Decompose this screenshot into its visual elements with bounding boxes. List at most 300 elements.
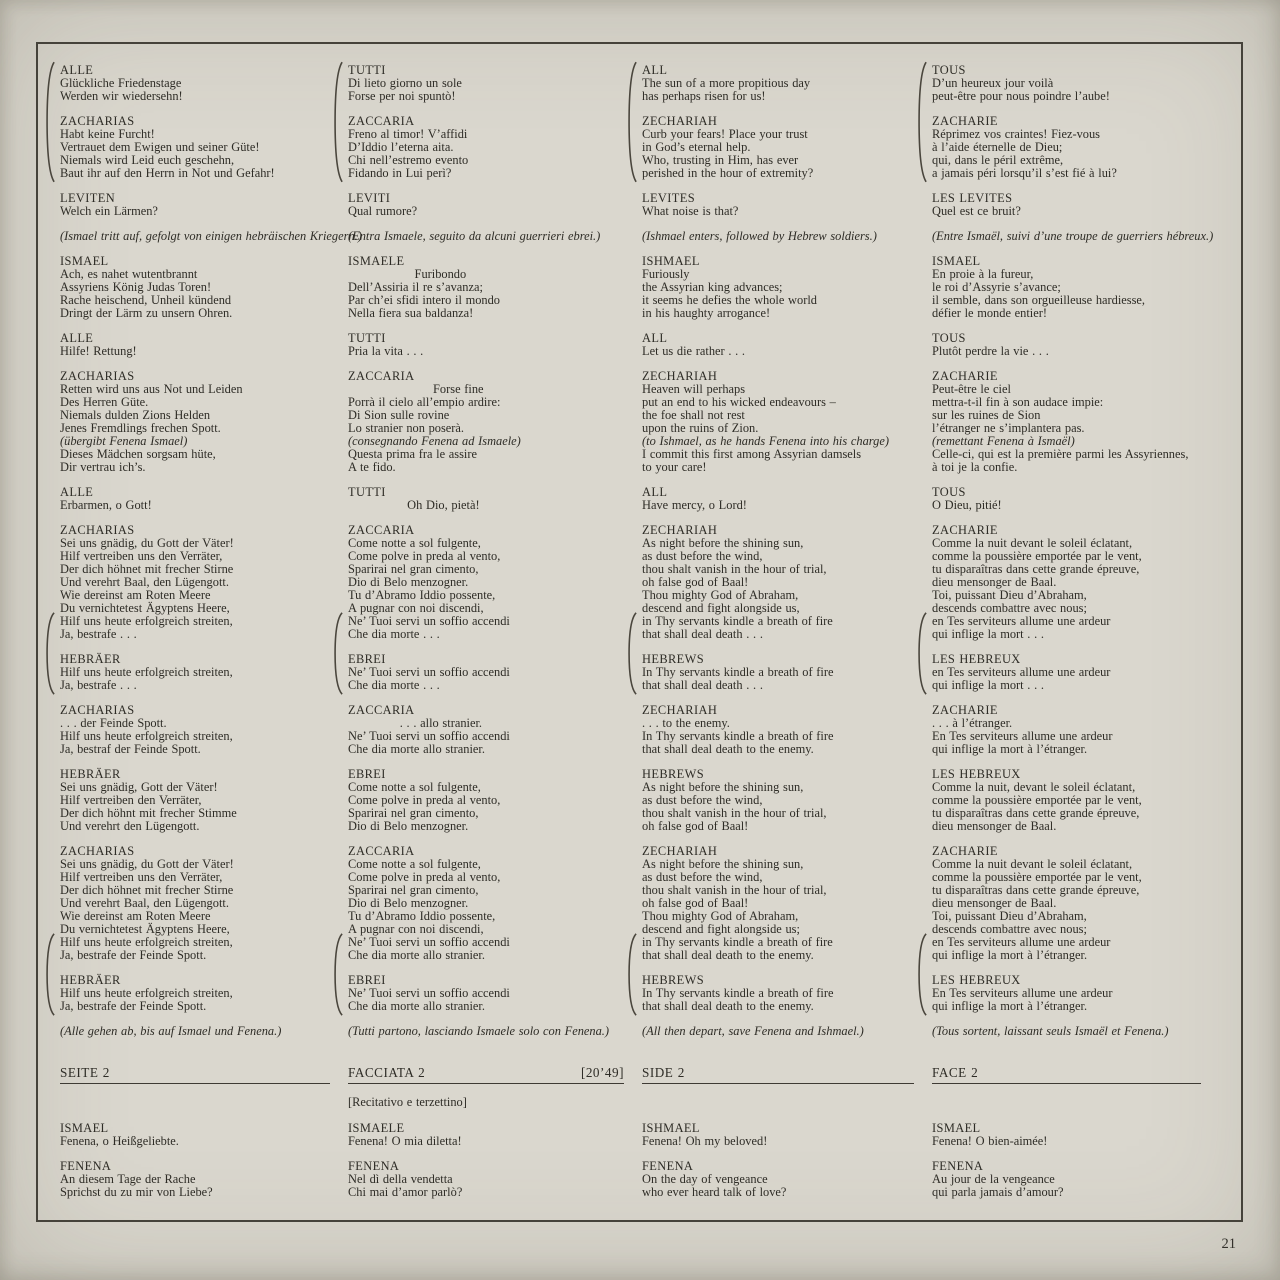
lyric-line: . . . der Feinde Spott.: [60, 716, 167, 730]
lyric-line: Heaven will perhaps: [642, 382, 746, 396]
lyric-line: Celle-ci, qui est la première parmi les Assyriennes,: [932, 447, 1189, 461]
lyric-line: dieu mensonger de Baal.: [932, 575, 1057, 589]
lyric-line: qui inflige la mort à l’étranger.: [932, 948, 1088, 962]
text-block: [348, 936, 624, 962]
lyric-line: mettra-t-il fin à son audace impie:: [932, 395, 1104, 409]
lyric-line: . . . allo stranier.: [348, 716, 482, 730]
lyric-line: Habt keine Furcht!: [60, 127, 155, 141]
libretto-column-german: [60, 63, 362, 1220]
lyric-line: en Tes serviteurs allume une ardeur: [932, 935, 1111, 949]
stage-direction: (Tutti partono, lasciando Ismaele solo con Fenena.): [348, 1024, 610, 1038]
speaker-name: ZACHARIAS: [60, 523, 135, 537]
speaker-name: ZECHARIAH: [642, 703, 718, 717]
passage-group: [60, 486, 330, 512]
lyric-line: a jamais péri lorsqu’il s’est fié à lui?: [932, 166, 1117, 180]
bracketed-passage: [642, 615, 914, 692]
bracketed-passage: [642, 936, 914, 1013]
speech-block: [60, 1122, 330, 1148]
lyric-line: Sei uns gnädig, du Gott der Väter!: [60, 536, 234, 550]
lyric-line: Rache heischend, Unheil kündend: [60, 293, 232, 307]
speech-block: [348, 255, 624, 320]
text-block: [348, 1025, 624, 1038]
speaker-name: TUTTI: [348, 331, 386, 345]
ensemble-bracket-icon: [918, 933, 927, 1016]
speech-block: [642, 332, 914, 358]
lyric-line: Comme la nuit devant le soleil éclatant,: [932, 536, 1133, 550]
lyric-line: As night before the shining sun,: [642, 780, 804, 794]
speech-block: [348, 370, 624, 474]
lyric-line: the Assyrian king advances;: [642, 280, 783, 294]
lyric-line: Curb your fears! Place your trust: [642, 127, 808, 141]
text-block: [932, 1025, 1201, 1038]
passage-group: [642, 524, 914, 615]
ensemble-bracket-icon: [46, 933, 55, 1016]
speech-block: [60, 974, 330, 1013]
lyric-line: thou shalt vanish in the hour of trial,: [642, 883, 827, 897]
speaker-name: ISMAEL: [60, 1121, 109, 1135]
speaker-name: ISMAEL: [932, 254, 981, 268]
lyric-line: Ja, bestrafe der Feinde Spott.: [60, 948, 207, 962]
lyric-line: Welch ein Lärmen?: [60, 204, 158, 218]
lyric-line: Let us die rather . . .: [642, 344, 746, 358]
passage-group: [932, 768, 1201, 833]
lyric-line: to your care!: [642, 460, 707, 474]
speaker-name: HEBREWS: [642, 767, 705, 781]
bracketed-passage: [348, 615, 624, 692]
passage-group: [60, 704, 330, 756]
speaker-name: ISMAEL: [932, 1121, 981, 1135]
lyric-line: O Dieu, pitié!: [932, 498, 1002, 512]
speaker-name: ZACCARIA: [348, 114, 415, 128]
speaker-name: ISHMAEL: [642, 254, 700, 268]
lyric-line: that shall deal death to the enemy.: [642, 742, 814, 756]
lyric-line: Che dia morte allo stranier.: [348, 742, 485, 756]
lyric-line: that shall deal death to the enemy.: [642, 948, 814, 962]
lyric-line: Hilf vertreiben den Verräter,: [60, 793, 202, 807]
passage-group: [60, 332, 330, 358]
speaker-name: ZECHARIAH: [642, 369, 718, 383]
lyric-line: who ever heard talk of love?: [642, 1185, 787, 1199]
lyric-line: dieu mensonger de Baal.: [932, 896, 1057, 910]
lyric-line: Du vernichtetest Ägyptens Heere,: [60, 601, 230, 615]
passage-group: [642, 230, 914, 243]
lyric-line: In Thy servants kindle a breath of fire: [642, 729, 834, 743]
speech-block: [932, 255, 1201, 320]
speech-block: [348, 653, 624, 692]
speaker-name: LES HEBREUX: [932, 767, 1021, 781]
lyric-line: Fenena! O mia diletta!: [348, 1134, 462, 1148]
speech-block: [348, 768, 624, 833]
lyric-line: thou shalt vanish in the hour of trial,: [642, 806, 827, 820]
lyric-line: Und verehrt Baal, den Lügengott.: [60, 896, 229, 910]
ensemble-bracket-icon: [334, 612, 343, 695]
lyric-line: Furiously: [642, 267, 690, 281]
lyric-line: Sparirai nel gran cimento,: [348, 562, 479, 576]
lyric-line: Ja, bestraf der Feinde Spott.: [60, 742, 201, 756]
passage-group: [348, 332, 624, 358]
speech-block: [932, 704, 1201, 756]
lyric-line: Hilf uns heute erfolgreich streiten,: [60, 665, 233, 679]
lyric-line: défier le monde entier!: [932, 306, 1047, 320]
lyric-line: à l’aide éternelle de Dieu;: [932, 140, 1063, 154]
lyric-line: Have mercy, o Lord!: [642, 498, 747, 512]
bracketed-passage: [60, 64, 330, 180]
lyric-line: I commit this first among Assyrian damsels: [642, 447, 862, 461]
passage-group: [642, 332, 914, 358]
text-block: [60, 936, 330, 962]
lyric-line: Hilfe! Rettung!: [60, 344, 137, 358]
libretto-column-italian: [348, 64, 642, 1220]
lyric-line: Come notte a sol fulgente,: [348, 536, 481, 550]
stage-direction: (Ismael tritt auf, gefolgt von einigen hebräischen Kriegern.): [60, 229, 362, 243]
stage-direction: (Ishmael enters, followed by Hebrew soldiers.): [642, 229, 877, 243]
lyric-line: Dieses Mädchen sorgsam hüte,: [60, 447, 216, 461]
speaker-name: TOUS: [932, 331, 966, 345]
lyric-line: Ja, bestrafe . . .: [60, 678, 137, 692]
speech-block: [932, 486, 1201, 512]
text-block: [642, 230, 914, 243]
lyric-line: Niemals wird Leid euch geschehn,: [60, 153, 235, 167]
stage-direction: (consegnando Fenena ad Ismaele): [348, 434, 521, 448]
lyric-line: Ne’ Tuoi servi un soffio accendi: [348, 665, 510, 679]
lyric-line: Quel est ce bruit?: [932, 204, 1021, 218]
speech-block: [642, 974, 914, 1013]
lyric-line: Ach, es nahet wutentbrannt: [60, 267, 198, 281]
lyric-line: that shall deal death to the enemy.: [642, 999, 814, 1013]
side-label: SIDE 2: [642, 1065, 685, 1080]
speaker-name: ZACHARIE: [932, 844, 998, 858]
lyric-line: put an end to his wicked endeavours –: [642, 395, 836, 409]
passage-group: [642, 192, 914, 218]
stage-direction: (Entra Ismaele, seguito da alcuni guerrieri ebrei.): [348, 229, 601, 243]
lyric-line: Wie dereinst am Roten Meere: [60, 909, 211, 923]
lyric-line: upon the ruins of Zion.: [642, 421, 759, 435]
lyric-line: dieu mensonger de Baal.: [932, 819, 1057, 833]
lyric-line: in his haughty arrogance!: [642, 306, 771, 320]
lyric-line: Che dia morte . . .: [348, 627, 440, 641]
speech-block: [348, 845, 624, 936]
lyric-line: à toi je la confie.: [932, 460, 1018, 474]
stage-direction: (übergibt Fenena Ismael): [60, 434, 188, 448]
lyric-line: Come notte a sol fulgente,: [348, 857, 481, 871]
lyric-line: Che dia morte allo stranier.: [348, 999, 485, 1013]
passage-group: [642, 370, 914, 474]
bracketed-passage: [60, 936, 330, 1013]
bracketed-passage: [60, 615, 330, 692]
lyric-line: Sei uns gnädig, Gott der Väter!: [60, 780, 218, 794]
ensemble-bracket-icon: [334, 61, 343, 183]
lyric-line: Ja, bestrafe . . .: [60, 627, 137, 641]
speaker-name: HEBRÄER: [60, 767, 121, 781]
lyric-line: Plutôt perdre la vie . . .: [932, 344, 1049, 358]
speech-block: [642, 653, 914, 692]
passage-group: [932, 524, 1201, 615]
lyric-line: sur les ruines de Sion: [932, 408, 1041, 422]
lyric-line: Hilf uns heute erfolgreich streiten,: [60, 729, 233, 743]
lyric-line: Ne’ Tuoi servi un soffio accendi: [348, 614, 510, 628]
lyric-line: Toi, puissant Dieu d’Abraham,: [932, 909, 1087, 923]
lyric-line: descends combattre avec nous;: [932, 601, 1087, 615]
passage-group: [348, 845, 624, 936]
speaker-name: ALL: [642, 485, 668, 499]
lyric-line: in Thy servants kindle a breath of fire: [642, 614, 833, 628]
speech-block: [932, 115, 1201, 180]
speech-block: [642, 704, 914, 756]
lyric-line: Sparirai nel gran cimento,: [348, 806, 479, 820]
lyric-line: Baut ihr auf den Herrn in Not und Gefahr!: [60, 166, 275, 180]
passage-group: [60, 192, 330, 218]
stage-direction: (remettant Fenena à Ismaël): [932, 434, 1075, 448]
lyric-line: has perhaps risen for us!: [642, 89, 766, 103]
passage-group: [932, 255, 1201, 320]
speaker-name: FENENA: [642, 1159, 694, 1173]
speaker-name: ZACHARIE: [932, 523, 998, 537]
speech-block: [642, 1160, 914, 1199]
lyric-line: D’Iddio l’eterna aita.: [348, 140, 454, 154]
passage-group: [60, 1025, 330, 1038]
speech-block: [932, 524, 1201, 615]
speech-block: [348, 1122, 624, 1148]
lyric-line: En Tes serviteurs allume une ardeur: [932, 729, 1113, 743]
lyric-line: As night before the shining sun,: [642, 857, 804, 871]
ensemble-bracket-icon: [46, 612, 55, 695]
speech-block: [642, 255, 914, 320]
lyric-line: that shall deal death . . .: [642, 627, 763, 641]
speech-block: [642, 486, 914, 512]
lyric-line: l’étranger ne s’implantera pas.: [932, 421, 1085, 435]
lyric-line: Werden wir wiedersehn!: [60, 89, 183, 103]
lyric-line: Comme la nuit, devant le soleil éclatant,: [932, 780, 1136, 794]
lyric-line: in God’s eternal help.: [642, 140, 751, 154]
lyric-line: D’un heureux jour voilà: [932, 76, 1054, 90]
speech-block: [60, 524, 330, 615]
lyric-line: Erbarmen, o Gott!: [60, 498, 152, 512]
lyric-line: . . . to the enemy.: [642, 716, 730, 730]
lyric-line: Hilf uns heute erfolgreich streiten,: [60, 935, 233, 949]
lyric-line: descend and fight alongside us,: [642, 601, 800, 615]
passage-group: [348, 192, 624, 218]
lyric-line: Nella fiera sua baldanza!: [348, 306, 474, 320]
speech-block: [348, 486, 624, 512]
text-block: [348, 230, 624, 243]
speaker-name: TOUS: [932, 485, 966, 499]
lyric-line: Who, trusting in Him, has ever: [642, 153, 799, 167]
speech-block: [60, 255, 330, 320]
lyric-line: Questa prima fra le assire: [348, 447, 478, 461]
lyric-line: A te fido.: [348, 460, 396, 474]
speech-block: [60, 704, 330, 756]
text-block: [932, 229, 1214, 243]
libretto-column-english: [642, 64, 932, 1220]
lyric-line: Che dia morte . . .: [348, 678, 440, 692]
ensemble-bracket-icon: [628, 933, 637, 1016]
lyric-line: oh false god of Baal!: [642, 819, 749, 833]
speech-block: [348, 115, 624, 180]
speech-block: [348, 974, 624, 1013]
lyric-line: oh false god of Baal!: [642, 575, 749, 589]
speech-block: [932, 653, 1201, 692]
speech-block: [642, 64, 914, 103]
lyric-line: Und verehrt den Lügengott.: [60, 819, 200, 833]
speech-block: [60, 1160, 330, 1199]
speaker-name: FENENA: [60, 1159, 112, 1173]
lyric-line: Des Herren Güte.: [60, 395, 149, 409]
lyric-line: In Thy servants kindle a breath of fire: [642, 986, 834, 1000]
speaker-name: TUTTI: [348, 485, 386, 499]
speaker-name: ZECHARIAH: [642, 114, 718, 128]
speaker-name: LES HEBREUX: [932, 652, 1021, 666]
speaker-name: ZACCARIA: [348, 369, 415, 383]
lyric-line: Au jour de la vengeance: [932, 1172, 1055, 1186]
speaker-name: HEBRÄER: [60, 652, 121, 666]
lyric-line: Thou mighty God of Abraham,: [642, 588, 799, 602]
lyric-line: thou shalt vanish in the hour of trial,: [642, 562, 827, 576]
lyric-line: comme la poussière emportée par le vent,: [932, 793, 1142, 807]
text-block: [60, 1025, 330, 1038]
speech-block: [60, 192, 330, 218]
speech-block: [932, 332, 1201, 358]
speaker-name: LES HEBREUX: [932, 973, 1021, 987]
passage-group: [60, 845, 330, 936]
speech-block: [932, 845, 1201, 936]
lyric-line: Peut-être le ciel: [932, 382, 1011, 396]
speaker-name: ZECHARIAH: [642, 523, 718, 537]
lyric-line: il semble, dans son orgueilleuse hardiesse,: [932, 293, 1146, 307]
bracketed-passage: [932, 936, 1201, 1013]
passage-group: [348, 255, 624, 320]
stage-direction: (Entre Ismaël, suivi d’une troupe de guerriers hébreux.): [932, 229, 1214, 243]
ensemble-bracket-icon: [628, 61, 637, 183]
lyric-line: Ja, bestrafe der Feinde Spott.: [60, 999, 207, 1013]
lyric-line: Sprichst du zu mir von Liebe?: [60, 1185, 213, 1199]
passage-group: [60, 524, 330, 615]
lyric-line: A pugnar con noi discendi,: [348, 601, 484, 615]
stage-direction: (All then depart, save Fenena and Ishmael.): [642, 1024, 864, 1038]
lyric-line: Comme la nuit devant le soleil éclatant,: [932, 857, 1133, 871]
text-block: [932, 615, 1201, 641]
lyric-line: Der dich höhnet mit frecher Stirne: [60, 562, 234, 576]
passage-group: [348, 704, 624, 756]
speech-block: [642, 1122, 914, 1148]
lyric-line: Glückliche Friedenstage: [60, 76, 182, 90]
passage-group: [642, 768, 914, 833]
lyric-line: Tu d’Abramo Iddio possente,: [348, 588, 496, 602]
text-block: [642, 936, 914, 962]
lyric-line: On the day of vengeance: [642, 1172, 768, 1186]
lyric-line: What noise is that?: [642, 204, 739, 218]
speaker-name: ISMAELE: [348, 1121, 405, 1135]
lyric-line: Freno al timor! V’affidi: [348, 127, 468, 141]
speaker-name: ZACHARIE: [932, 703, 998, 717]
side-label: FACCIATA 2: [348, 1065, 426, 1080]
lyric-line: Nel dì della vendetta: [348, 1172, 453, 1186]
passage-group: [642, 845, 914, 936]
speaker-name: ISHMAEL: [642, 1121, 700, 1135]
bracketed-passage: [932, 64, 1201, 180]
lyric-line: Di lieto giorno un sole: [348, 76, 462, 90]
speaker-name: HEBREWS: [642, 652, 705, 666]
lyric-line: qui inflige la mort à l’étranger.: [932, 999, 1088, 1013]
lyric-line: le roi d’Assyrie s’avance;: [932, 280, 1061, 294]
speaker-name: ISMAEL: [60, 254, 109, 268]
libretto-column-french: [932, 63, 1214, 1220]
speaker-name: EBREI: [348, 767, 386, 781]
speaker-name: ALLE: [60, 63, 94, 77]
lyric-line: Dell’Assiria il re s’avanza;: [348, 280, 483, 294]
speech-block: [60, 845, 330, 936]
lyric-line: Hilf uns heute erfolgreich streiten,: [60, 614, 233, 628]
lyric-line: qui, dans le péril extrême,: [932, 153, 1064, 167]
speaker-name: HEBREWS: [642, 973, 705, 987]
passage-group: [642, 1025, 914, 1038]
passage-group: [932, 486, 1201, 512]
speech-block: [60, 332, 330, 358]
side-label: FACE 2: [932, 1065, 979, 1080]
lyric-line: Sparirai nel gran cimento,: [348, 883, 479, 897]
speaker-name: FENENA: [348, 1159, 400, 1173]
stage-direction: (Tous sortent, laissant seuls Ismaël et Fenena.): [932, 1024, 1169, 1038]
lyric-line: Come notte a sol fulgente,: [348, 780, 481, 794]
speaker-name: ZACHARIAS: [60, 114, 135, 128]
passage-group: [348, 524, 624, 615]
speaker-name: LEVITEN: [60, 191, 116, 205]
lyric-line: Der dich höhnet mit frecher Stirne: [60, 883, 234, 897]
lyric-line: Pria la vita . . .: [348, 344, 424, 358]
section-note: [60, 1090, 330, 1116]
lyric-line: A pugnar con noi discendi,: [348, 922, 484, 936]
side-duration: [20’49]: [580, 1065, 624, 1080]
lyric-line: Ne’ Tuoi servi un soffio accendi: [348, 935, 510, 949]
lyric-line: that shall deal death . . .: [642, 678, 763, 692]
speech-block: [348, 1160, 624, 1199]
lyric-line: descend and fight alongside us;: [642, 922, 800, 936]
speaker-name: LEVITES: [642, 191, 696, 205]
lyric-line: comme la poussière emportée par le vent,: [932, 549, 1142, 563]
speech-block: [348, 524, 624, 615]
text-block: [348, 615, 624, 641]
lyric-line: Chi nell’estremo evento: [348, 153, 469, 167]
speech-block: [642, 845, 914, 936]
lyric-line: En proie à la fureur,: [932, 267, 1034, 281]
section-header: [60, 1066, 330, 1084]
speaker-name: LES LEVITES: [932, 191, 1013, 205]
lyric-line: Assyriens König Judas Toren!: [60, 280, 212, 294]
speech-block: [60, 370, 330, 474]
lyric-line: Dio di Belo menzogner.: [348, 575, 469, 589]
lyric-line: Ne’ Tuoi servi un soffio accendi: [348, 986, 510, 1000]
lyric-line: Di Sion sulle rovine: [348, 408, 450, 422]
section-header: [642, 1066, 914, 1084]
lyric-line: comme la poussière emportée par le vent,: [932, 870, 1142, 884]
lyric-line: Forse per noi spuntò!: [348, 89, 456, 103]
lyric-line: Hilf uns heute erfolgreich streiten,: [60, 986, 233, 1000]
speech-block: [60, 64, 330, 103]
lyric-line: Hilf vertreiben uns den Verräter,: [60, 870, 223, 884]
section-header: [932, 1066, 1201, 1084]
speech-block: [642, 192, 914, 218]
lyric-line: Jenes Fremdlings frechen Spott.: [60, 421, 221, 435]
stage-direction: (Alle gehen ab, bis auf Ismael und Fenena.): [60, 1024, 282, 1038]
passage-group: [932, 704, 1201, 756]
speech-block: [348, 64, 624, 103]
speech-block: [932, 1122, 1201, 1148]
ensemble-bracket-icon: [918, 61, 927, 183]
lyric-line: En Tes serviteurs allume une ardeur: [932, 986, 1113, 1000]
lyric-line: Come polve in preda al vento,: [348, 793, 501, 807]
lyric-line: Sei uns gnädig, du Gott der Väter!: [60, 857, 234, 871]
lyric-line: tu disparaîtras dans cette grande épreuve,: [932, 562, 1140, 576]
lyric-line: Ne’ Tuoi servi un soffio accendi: [348, 729, 510, 743]
